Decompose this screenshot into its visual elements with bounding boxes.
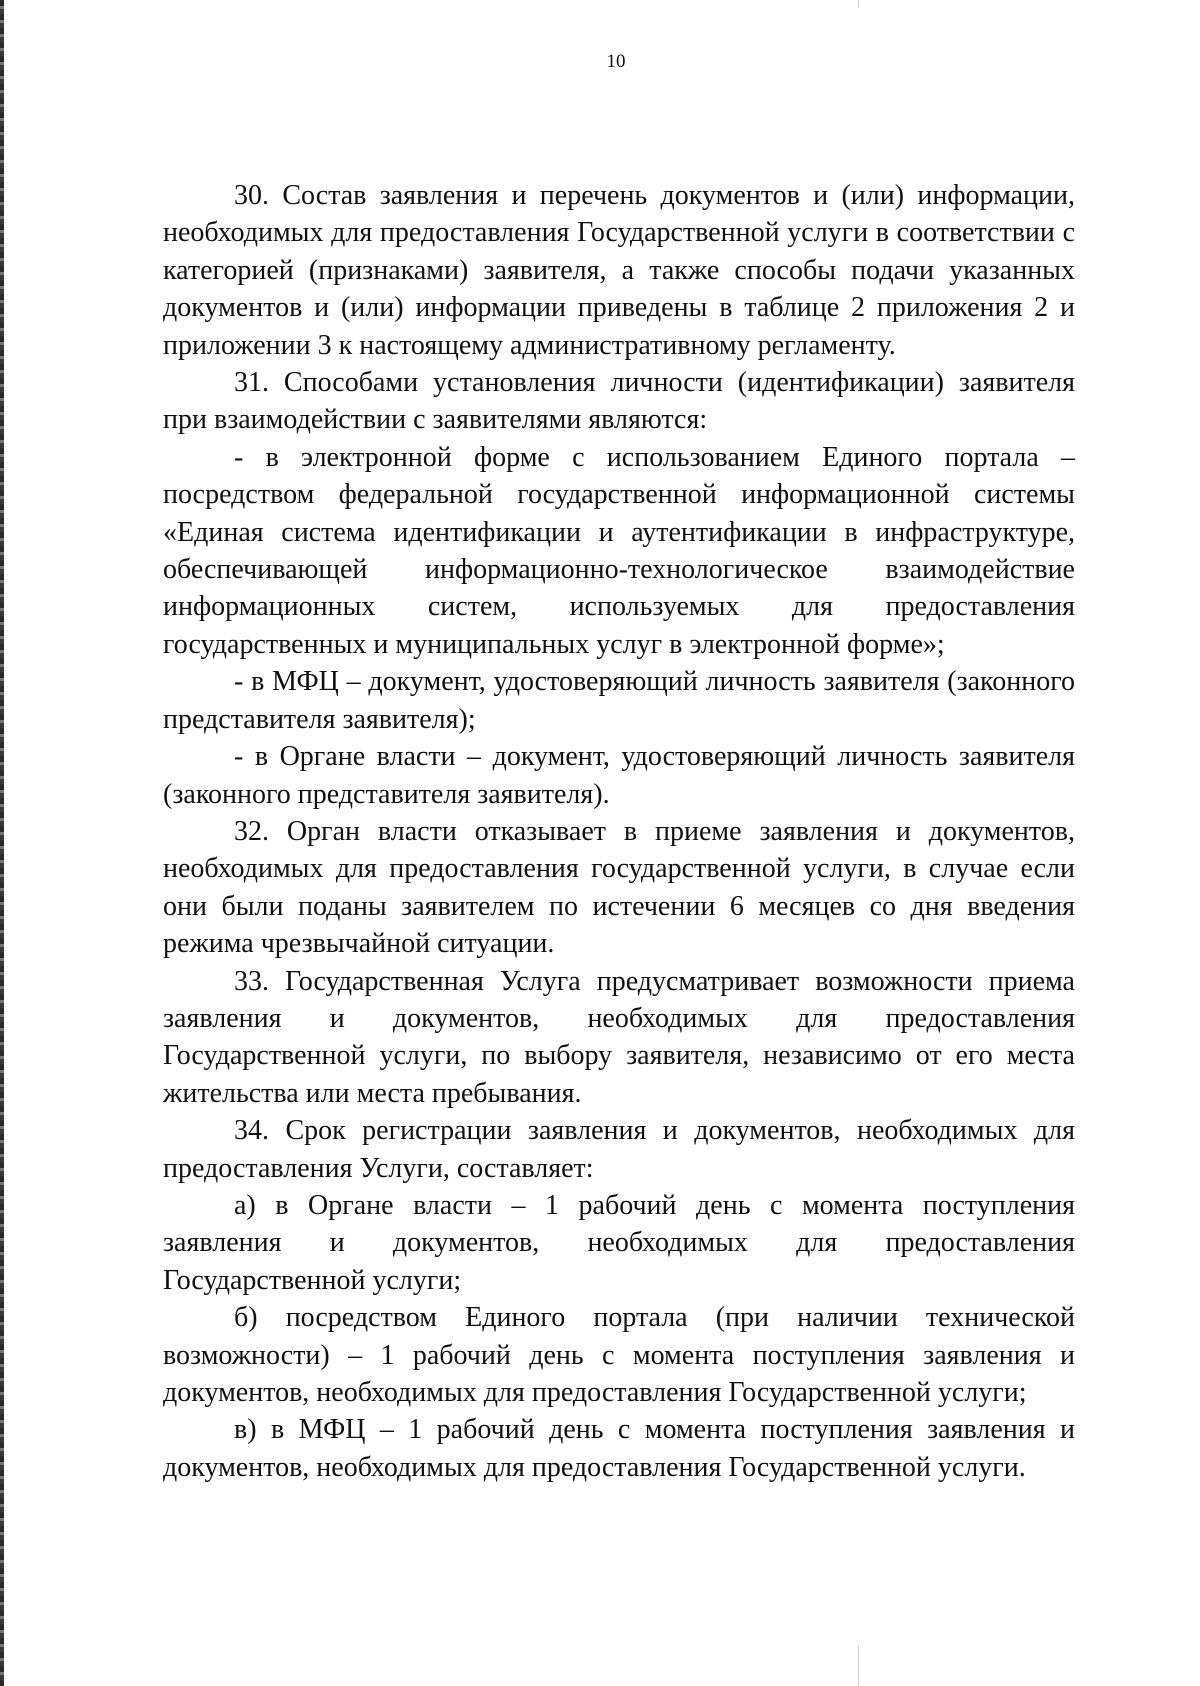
list-item-mfc: - в МФЦ – документ, удостоверяющий личность заявителя (законного представителя заявителя);: [163, 666, 1075, 735]
scan-artifact-bottom: [858, 1645, 859, 1686]
list-item-authority: - в Органе власти – документ, удостоверяющий личность заявителя (законного представителя заявителя).: [163, 741, 1075, 810]
list-item-c: в) в МФЦ – 1 рабочий день с момента поступления заявления и документов, необходимых для предоставления Государственной услуги.: [163, 1414, 1075, 1483]
list-item-a: а) в Органе власти – 1 рабочий день с момента поступления заявления и документов, необходимых для предоставления Государственной услуги;: [163, 1189, 1075, 1296]
document-body: [163, 177, 1075, 1486]
scan-artifact-top: [858, 0, 859, 8]
list-item-b: б) посредством Единого портала (при наличии технической возможности) – 1 рабочий день с момента поступления заявления и документов, необходимых для предоставления Государственной услуги;: [163, 1302, 1075, 1408]
paragraph-33: 33. Государственная Услуга предусматривает возможности приема заявления и документов, необходимых для предоставления Государственной услуги, по выбору заявителя, независимо от его места жительства или места пребывания.: [163, 965, 1075, 1109]
paragraph-30: 30. Состав заявления и перечень документов и (или) информации, необходимых для предоставления Государственной услуги в соответствии с категорией (признаками) заявителя, а также способы подачи указанных документов и (или) информации приведены в таблице 2 приложения 2 и приложении 3 к настоящему административному регламенту.: [163, 180, 1075, 361]
paragraph-34: 34. Срок регистрации заявления и документов, необходимых для предоставления Услуги, составляет:: [163, 1115, 1075, 1184]
scan-left-edge: [0, 0, 4, 1686]
paragraph-32: 32. Орган власти отказывает в приеме заявления и документов, необходимых для предоставления государственной услуги, в случае если они были поданы заявителем по истечении 6 месяцев со дня введения режима чрезвычайной ситуации.: [163, 815, 1075, 960]
page-number: 10: [606, 51, 626, 72]
list-item-electronic-form: - в электронной форме с использованием Единого портала – посредством федеральной государственной информационной системы «Единая система идентификации и аутентификации в инфраструктуре, обеспечивающей информационно-технологическое взаимодействие информационных систем, используемых для предоставления государственных и муниципальных услуг в электронной форме»;: [163, 441, 1075, 660]
paragraph-31: 31. Способами установления личности (идентификации) заявителя при взаимодействии с заявителями являются:: [163, 367, 1075, 436]
